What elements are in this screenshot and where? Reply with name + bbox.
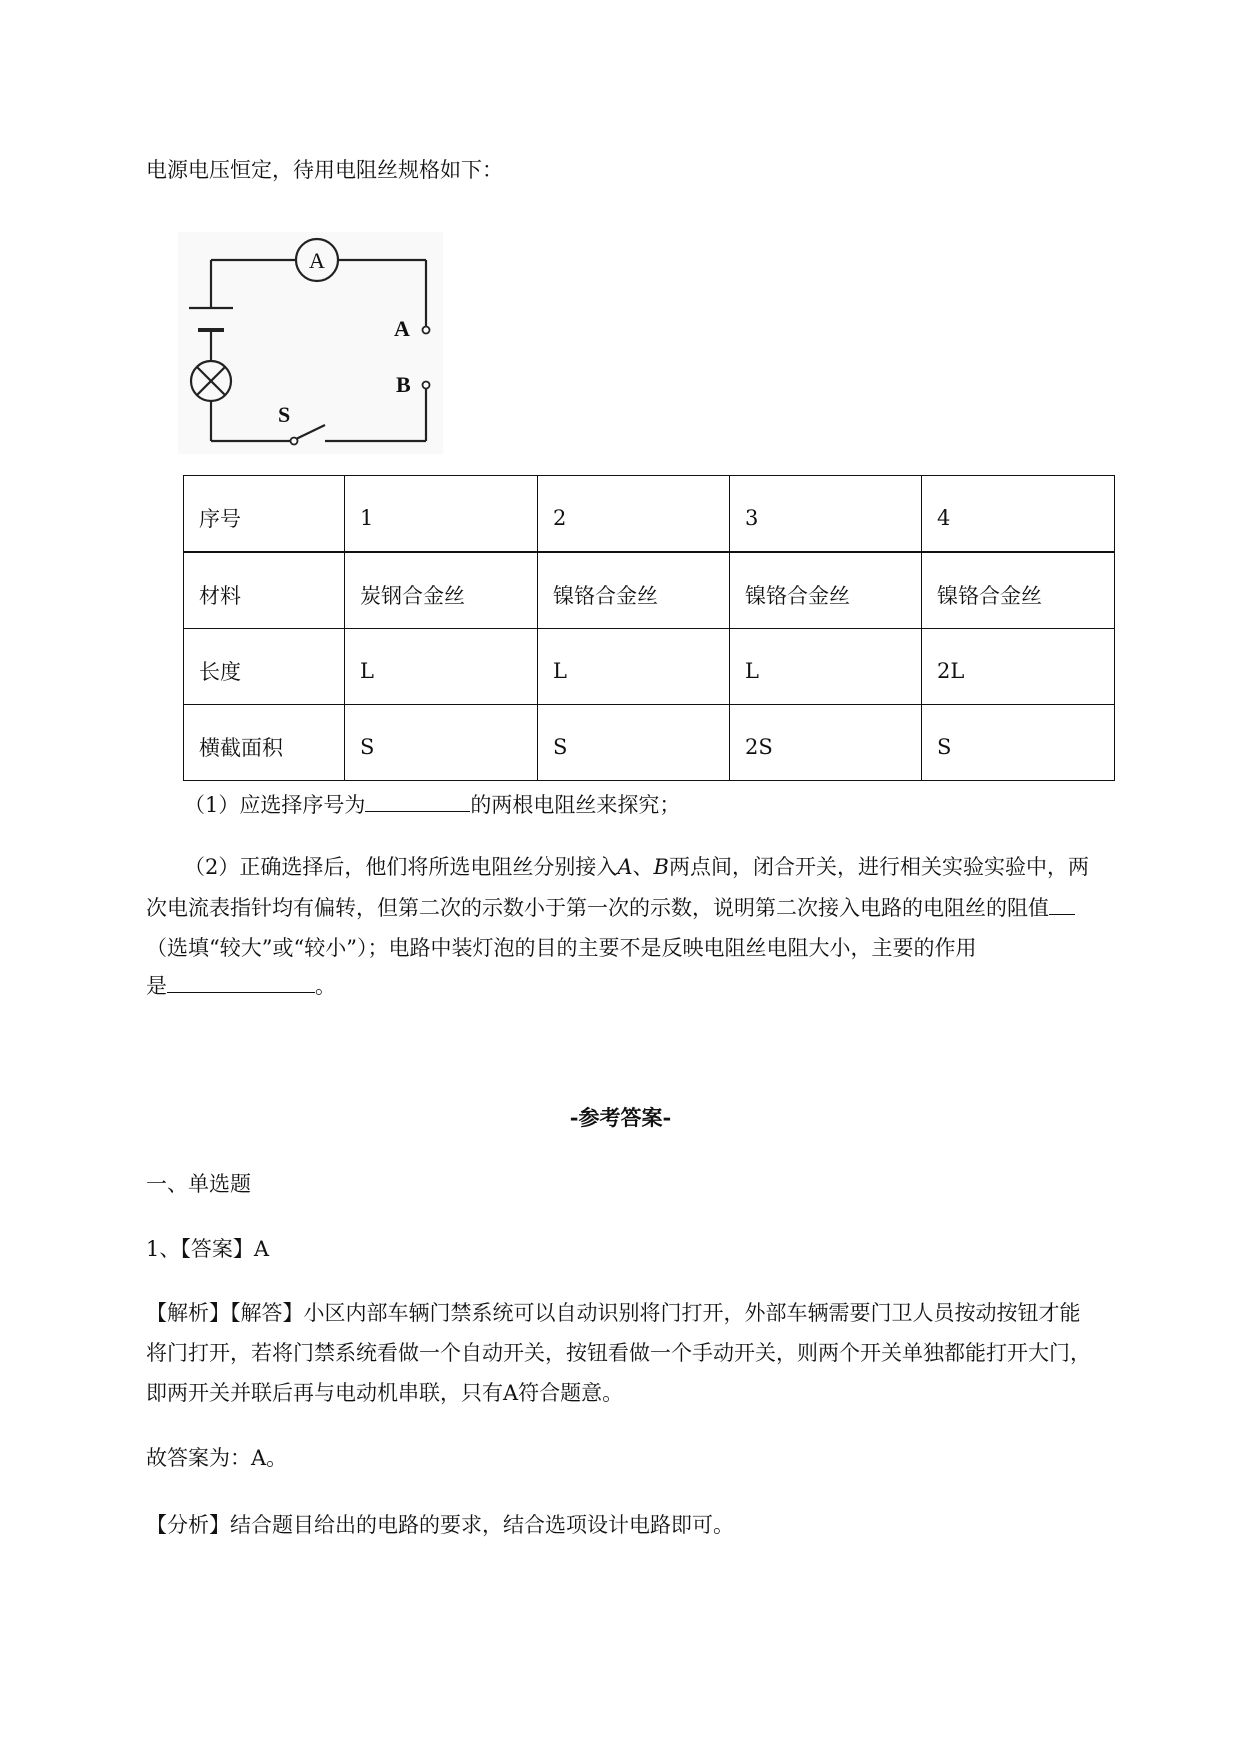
q2-text: 次电流表指针均有偏转，但第二次的示数小于第一次的示数，说明第二次接入电路的电阻丝的阻值	[146, 896, 1049, 920]
question-2-line-3: （选填“较大”或“较小”）；电路中装灯泡的目的主要不是反映电阻丝电阻大小，主要的作用	[146, 936, 977, 960]
ammeter-label: A	[309, 248, 325, 273]
question-1-suffix: 的两根电阻丝来探究；	[470, 793, 681, 817]
question-1-prefix: （1）应选择序号为	[184, 793, 366, 817]
table-cell: 长度	[184, 629, 345, 705]
switch-label: S	[278, 402, 291, 427]
table-row	[184, 629, 1115, 705]
table-cell: 炭钢合金丝	[345, 552, 538, 629]
table-cell: 横截面积	[184, 705, 345, 781]
question-2-line-1	[184, 852, 1089, 882]
table-cell: 材料	[184, 552, 345, 629]
table-cell: S	[345, 705, 538, 781]
analysis-paragraph	[146, 1293, 1176, 1413]
resistance-wire-table	[183, 475, 1115, 781]
terminal-a-dot	[423, 327, 430, 334]
table-cell: 序号	[184, 476, 345, 553]
analysis-note: 【分析】结合题目给出的电路的要求，结合选项设计电路即可。	[146, 1513, 734, 1537]
table-cell: 1	[345, 476, 538, 553]
table-row	[184, 476, 1115, 553]
terminal-b-label: B	[396, 372, 411, 397]
intro-text: 电源电压恒定，待用电阻丝规格如下：	[146, 158, 503, 182]
question-1	[184, 789, 680, 820]
table-cell: L	[730, 629, 922, 705]
terminal-b-dot	[423, 382, 430, 389]
table-cell: 2	[538, 476, 730, 553]
circuit-diagram	[178, 232, 443, 454]
point-b: B	[653, 855, 669, 879]
table-cell: 3	[730, 476, 922, 553]
table-cell: 4	[922, 476, 1115, 553]
answer-blank	[365, 789, 470, 812]
analysis-line: 将门打开，若将门禁系统看做一个自动开关，按钮看做一个手动开关，则两个开关单独都能打开大门，	[146, 1341, 1091, 1365]
table-cell: 2L	[922, 629, 1115, 705]
q2-text: 、	[632, 855, 654, 879]
q2-text: 两点间，闭合开关，进行相关实验实验中，两	[668, 855, 1089, 879]
conclusion: 故答案为：A。	[146, 1446, 288, 1470]
table-cell: S	[538, 705, 730, 781]
question-2-line-4	[146, 970, 336, 1001]
section-heading: 一、单选题	[146, 1172, 251, 1196]
analysis-line: 即两开关并联后再与电动机串联，只有A符合题意。	[146, 1381, 624, 1405]
answer-blank	[1049, 892, 1075, 915]
table-cell: L	[538, 629, 730, 705]
table-cell: 镍铬合金丝	[922, 552, 1115, 629]
point-a: A	[617, 855, 633, 879]
q2-text: 。	[315, 974, 336, 998]
q2-text: 是	[146, 974, 167, 998]
table-row	[184, 552, 1115, 629]
table-cell: S	[922, 705, 1115, 781]
answer-blank	[167, 970, 315, 993]
table-cell: 镍铬合金丝	[538, 552, 730, 629]
answer-1: 1、【答案】A	[146, 1237, 270, 1261]
analysis-line: 【解析】【解答】小区内部车辆门禁系统可以自动识别将门打开，外部车辆需要门卫人员按动按钮才能	[146, 1301, 1081, 1325]
answers-title: -参考答案-	[569, 1105, 672, 1130]
table-row	[184, 705, 1115, 781]
terminal-a-label: A	[394, 316, 410, 341]
q2-text: （2）正确选择后，他们将所选电阻丝分别接入	[184, 855, 618, 879]
table-cell: 镍铬合金丝	[730, 552, 922, 629]
table-cell: 2S	[730, 705, 922, 781]
question-2-line-2	[146, 892, 1075, 923]
table-cell: L	[345, 629, 538, 705]
